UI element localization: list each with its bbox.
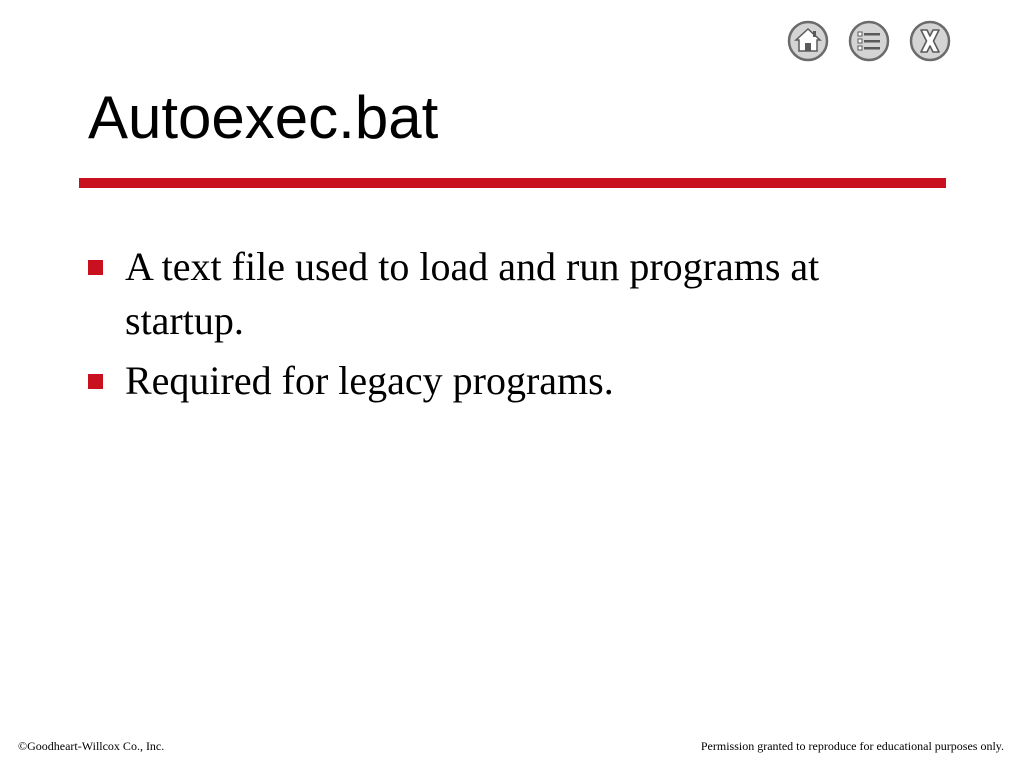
permission-notice: Permission granted to reproduce for educational purposes only. (700, 739, 1004, 753)
bullet-marker (88, 374, 103, 389)
close-icon (909, 20, 951, 62)
copyright-notice: ©Goodheart-Willcox Co., Inc. (18, 739, 165, 753)
bullet-item (88, 354, 948, 408)
list-icon (848, 20, 890, 62)
menu-button[interactable] (848, 20, 890, 62)
navigation-buttons (787, 20, 951, 62)
bullet-text: Required for legacy programs. (125, 358, 614, 403)
title-divider (79, 178, 946, 188)
slide-title: Autoexec.bat (88, 84, 439, 151)
exit-button[interactable] (909, 20, 951, 62)
bullet-text: A text file used to load and run programs at startup. (125, 244, 820, 343)
home-icon (787, 20, 829, 62)
bullet-list (88, 240, 948, 414)
home-button[interactable] (787, 20, 829, 62)
bullet-item (88, 240, 948, 348)
bullet-marker (88, 260, 103, 275)
